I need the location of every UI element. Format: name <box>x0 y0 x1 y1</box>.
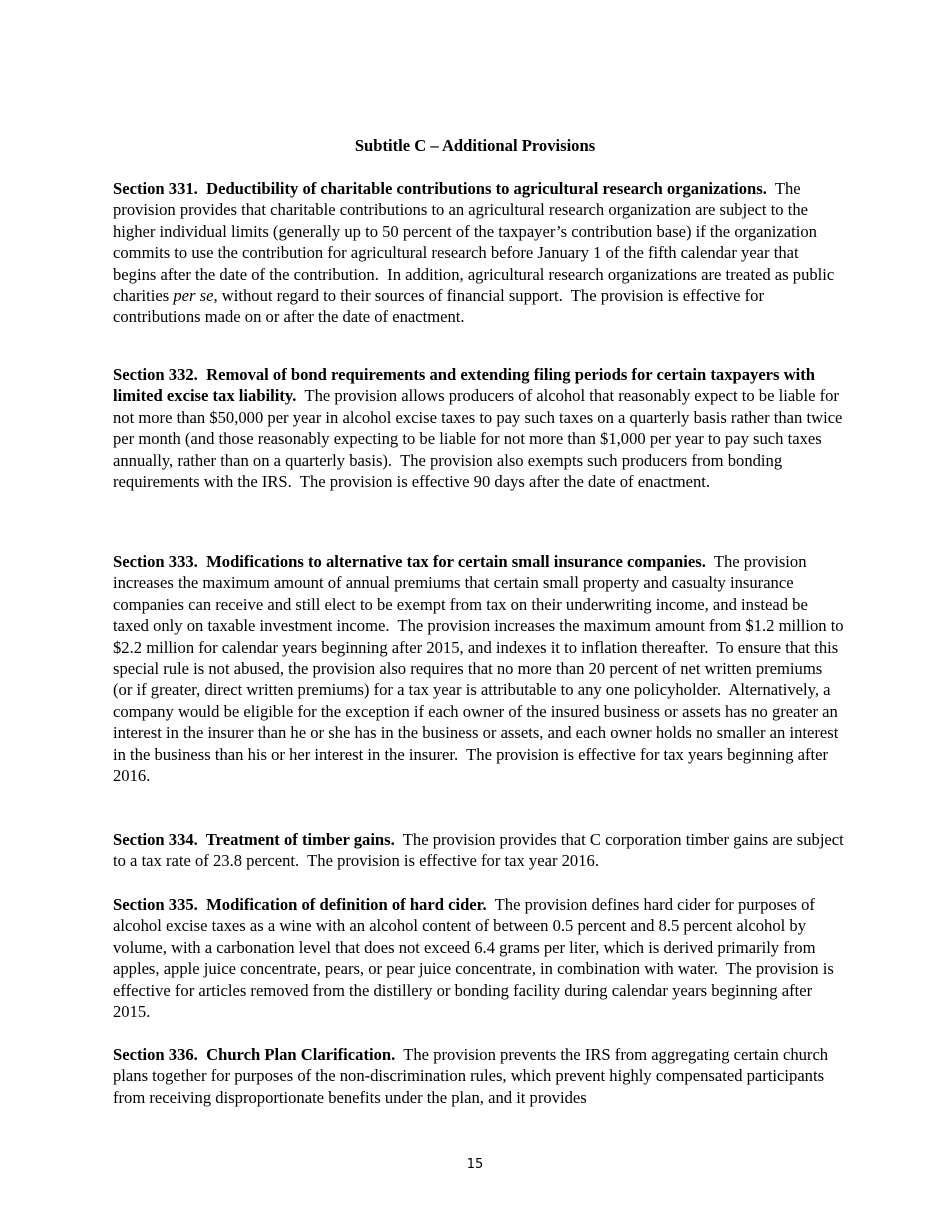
section-331-body: The provision provides that charitable contributions to an agricultural research organization are subject to the higher individual limits (generally up to 50 percent of the taxpayer’s contribution base) if the organization commits to use the contribution for agricultural research before January 1 of the fifth calendar year that begins after the date of the contribution. In addition, agricultural research organizations are treated as public charities <box>113 179 835 306</box>
section-331-body-continued: , without regard to their sources of financial support. The provision is effective for contributions made on or after the date of enactment. <box>113 286 764 327</box>
section-334 <box>113 829 845 872</box>
section-331-heading: Section 331. Deductibility of charitable contributions to agricultural research organizations. <box>113 179 767 198</box>
page-number: 15 <box>466 1157 484 1172</box>
section-336-body: The provision prevents the IRS from aggregating certain church plans together for purposes of the non-discrimination rules, which prevent highly compensated participants from receiving disproportionate benefits under the plan, and it provides <box>113 1045 829 1107</box>
section-335-heading: Section 335. Modification of definition of hard cider. <box>113 895 487 914</box>
section-331 <box>113 178 845 328</box>
subtitle-heading: Subtitle C – Additional Provisions <box>354 136 596 155</box>
section-334-body: The provision provides that C corporation timber gains are subject to a tax rate of 23.8 percent. The provision is effective for tax year 2016. <box>113 830 844 871</box>
section-335-body: The provision defines hard cider for purposes of alcohol excise taxes as a wine with an alcohol content of between 0.5 percent and 8.5 percent alcohol by volume, with a carbonation level that does not exceed 6.4 grams per liter, which is derived primarily from apples, apple juice concentrate, pears, or pear juice concentrate, in combination with water. The provision is effective for articles removed from the distillery or bonding facility during calendar years beginning after 2015. <box>113 895 834 1022</box>
section-332-heading: Section 332. Removal of bond requirements and extending filing periods for certain taxpayers with limited excise tax liability. <box>113 365 816 406</box>
section-336-heading: Section 336. Church Plan Clarification. <box>113 1045 396 1064</box>
section-333-heading: Section 333. Modifications to alternative tax for certain small insurance companies. <box>113 552 706 571</box>
section-334-heading: Section 334. Treatment of timber gains. <box>113 830 395 849</box>
section-333 <box>113 551 845 786</box>
section-333-body: The provision increases the maximum amount of annual premiums that certain small property and casualty insurance companies can receive and still elect to be exempt from tax on their underwriting income, and instead be taxed only on taxable investment income. The provision increases the maximum amount from $1.2 million to $2.2 million for calendar years beginning after 2015, and indexes it to inflation thereafter. To ensure that this special rule is not abused, the provision also requires that no more than 20 percent of net written premiums (or if greater, direct written premiums) for a tax year is attributable to any one policyholder. Alternatively, a company would be eligible for the exception if each owner of the insured business or assets has no greater an interest in the insurer than he or she has in the business or assets, and each owner holds no smaller an interest in the business than his or her interest in the insurer. The provision is effective for tax years beginning after 2016. <box>113 552 844 786</box>
section-336 <box>113 1044 845 1108</box>
section-335 <box>113 894 845 1022</box>
section-332-body: The provision allows producers of alcohol that reasonably expect to be liable for not more than $50,000 per year in alcohol excise taxes to pay such taxes on a quarterly basis rather than twice per month (and those reasonably expecting to be liable for not more than $1,000 per year to pay such taxes annually, rather than on a quarterly basis). The provision also exempts such producers from bonding requirements with the IRS. The provision is effective 90 days after the date of enactment. <box>113 386 843 492</box>
section-331-italic: per se <box>173 286 214 306</box>
section-332 <box>113 364 845 492</box>
